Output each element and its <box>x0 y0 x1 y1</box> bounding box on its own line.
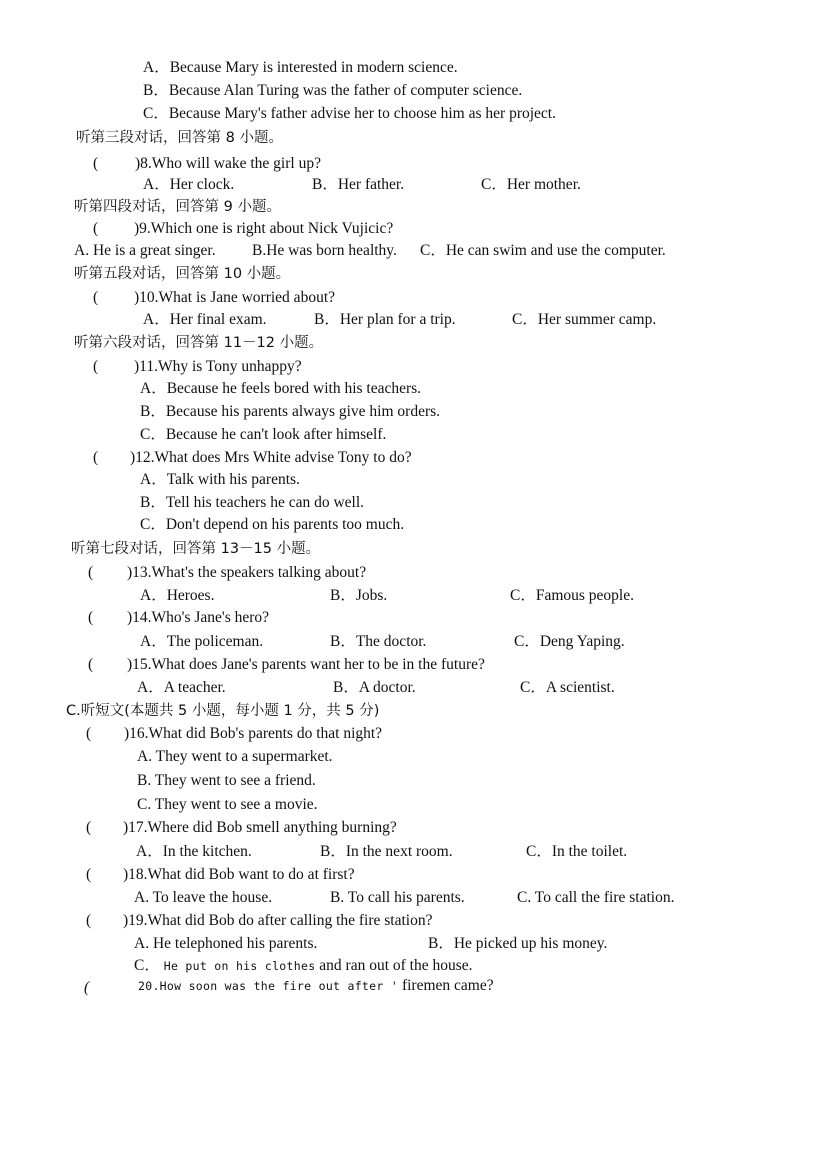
q15-option-c: C．A scientist. <box>520 679 615 696</box>
q11-question: )11.Why is Tony unhappy? <box>134 358 302 375</box>
q15-answer-blank[interactable]: ( <box>88 656 94 673</box>
q15-question: )15.What does Jane's parents want her to be in the future? <box>127 656 485 673</box>
q12-option-a: A．Talk with his parents. <box>140 471 300 488</box>
q19-answer-blank[interactable]: ( <box>86 912 92 929</box>
q7-option-b: B．Because Alan Turing was the father of computer science. <box>143 82 523 99</box>
q10-option-c: C．Her summer camp. <box>512 311 657 328</box>
q11-option-c: C．Because he can't look after himself. <box>140 426 387 443</box>
q14-option-a: A．The policeman. <box>140 633 264 650</box>
q10-question: )10.What is Jane worried about? <box>134 289 336 306</box>
q19-option-c <box>134 956 473 976</box>
q11-option-b: B．Because his parents always give him orders. <box>140 403 441 420</box>
q14-option-b: B．The doctor. <box>330 633 427 650</box>
q9-option-b: B.He was born healthy. <box>252 242 397 259</box>
q18-option-b: B. To call his parents. <box>330 889 465 906</box>
q9-option-a: A. He is a great singer. <box>74 242 216 259</box>
q20-question-typed: 20.How soon was the fire out after ' <box>138 979 399 993</box>
q7-option-c: C．Because Mary's father advise her to choose him as her project. <box>143 105 556 122</box>
section4-heading: 听第四段对话，回答第 9 小题。 <box>74 199 281 215</box>
q17-answer-blank[interactable]: ( <box>86 819 92 836</box>
q11-answer-blank[interactable]: ( <box>93 358 99 375</box>
q13-question: )13.What's the speakers talking about? <box>127 564 367 581</box>
q16-option-b: B. They went to see a friend. <box>137 772 316 789</box>
q10-option-b: B．Her plan for a trip. <box>314 311 456 328</box>
q13-answer-blank[interactable]: ( <box>88 564 94 581</box>
q10-answer-blank[interactable]: ( <box>93 289 99 306</box>
q18-question: )18.What did Bob want to do at first? <box>123 866 355 883</box>
q13-option-c: C．Famous people. <box>510 587 634 604</box>
q19-question: )19.What did Bob do after calling the fire station? <box>123 912 433 929</box>
q9-option-c: C．He can swim and use the computer. <box>420 242 666 259</box>
q16-answer-blank[interactable]: ( <box>86 725 92 742</box>
section3-heading: 听第三段对话，回答第 8 小题。 <box>76 130 283 146</box>
q14-question: )14.Who's Jane's hero? <box>127 609 270 626</box>
q12-option-b: B．Tell his teachers he can do well. <box>140 494 365 511</box>
q9-question: )9.Which one is right about Nick Vujicic? <box>134 220 394 237</box>
q20-question-printed: firemen came? <box>401 977 494 994</box>
q19-option-c-printed: and ran out of the house. <box>319 957 473 974</box>
q17-question: )17.Where did Bob smell anything burning? <box>123 819 397 836</box>
section6-heading: 听第六段对话，回答第 11－12 小题。 <box>74 335 324 351</box>
q18-option-a: A. To leave the house. <box>134 889 273 906</box>
q15-option-a: A．A teacher. <box>137 679 226 696</box>
q16-option-c: C. They went to see a movie. <box>137 796 318 813</box>
q9-answer-blank[interactable]: ( <box>93 220 99 237</box>
q16-question: )16.What did Bob's parents do that night? <box>124 725 383 742</box>
q14-option-c: C．Deng Yaping. <box>514 633 625 650</box>
q17-option-b: B．In the next room. <box>320 843 453 860</box>
q13-option-b: B．Jobs. <box>330 587 388 604</box>
q12-answer-blank[interactable]: ( <box>93 449 99 466</box>
q8-option-c: C．Her mother. <box>481 176 581 193</box>
q17-option-a: A．In the kitchen. <box>136 843 252 860</box>
q11-option-a: A．Because he feels bored with his teachers. <box>140 380 422 397</box>
q7-option-a: A．Because Mary is interested in modern science. <box>143 59 458 76</box>
q19-option-c-label: C． <box>134 957 160 974</box>
q13-option-a: A．Heroes. <box>140 587 215 604</box>
q15-option-b: B．A doctor. <box>333 679 416 696</box>
partC-heading: C.听短文(本题共 5 小题，每小题 1 分，共 5 分) <box>66 703 380 719</box>
q8-answer-blank[interactable]: ( <box>93 155 99 172</box>
q19-option-b: B．He picked up his money. <box>428 935 608 952</box>
q10-option-a: A．Her final exam. <box>143 311 267 328</box>
q8-option-a: A．Her clock. <box>143 176 235 193</box>
q12-question: )12.What does Mrs White advise Tony to do? <box>130 449 412 466</box>
section7-heading: 听第七段对话，回答第 13－15 小题。 <box>71 541 321 557</box>
q19-option-c-typed: He put on his clothes <box>163 959 316 973</box>
section5-heading: 听第五段对话，回答第 10 小题。 <box>74 266 291 282</box>
q12-option-c: C．Don't depend on his parents too much. <box>140 516 405 533</box>
q20-answer-blank[interactable]: ( <box>84 979 90 996</box>
q18-option-c: C. To call the fire station. <box>517 889 675 906</box>
q16-option-a: A. They went to a supermarket. <box>137 748 333 765</box>
q8-option-b: B．Her father. <box>312 176 405 193</box>
q19-option-a: A. He telephoned his parents. <box>134 935 318 952</box>
q17-option-c: C．In the toilet. <box>526 843 628 860</box>
q8-question: )8.Who will wake the girl up? <box>135 155 321 172</box>
q20-question <box>138 976 494 996</box>
q18-answer-blank[interactable]: ( <box>86 866 92 883</box>
q14-answer-blank[interactable]: ( <box>88 609 94 626</box>
